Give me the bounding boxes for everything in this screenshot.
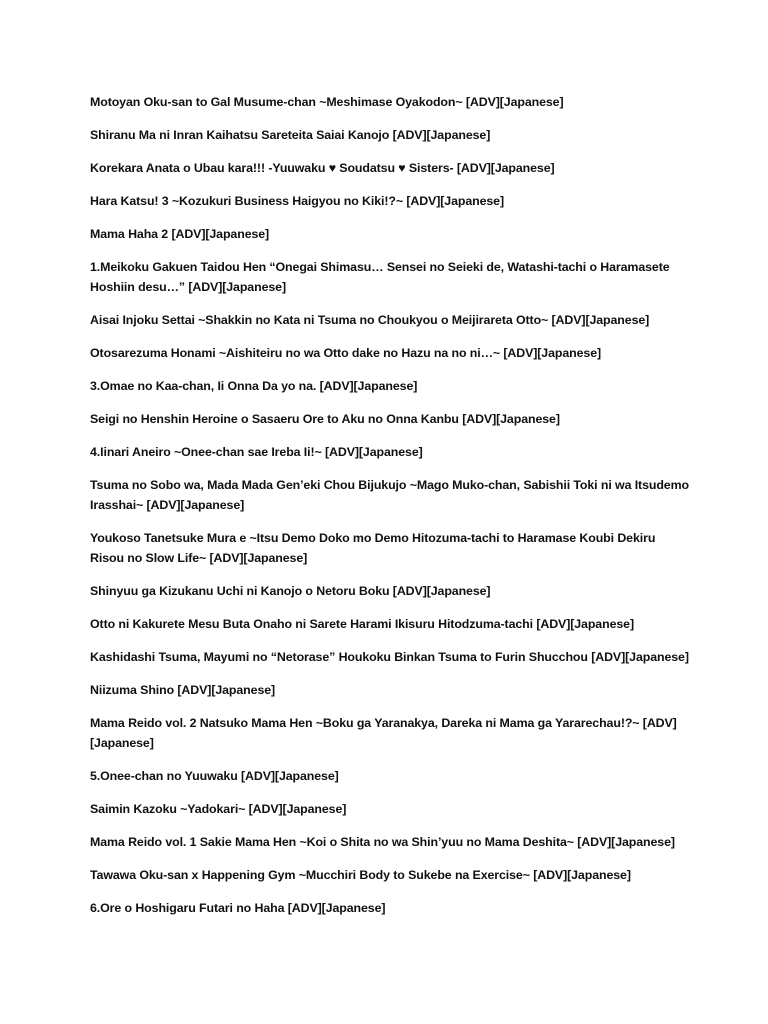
list-item: Korekara Anata o Ubau kara!!! -Yuuwaku ♥ Soudatsu ♥ Sisters- [ADV][Japanese] (90, 161, 555, 175)
list-item: 6.Ore o Hoshigaru Futari no Haha [ADV][Japanese] (90, 901, 386, 915)
list-item: Mama Haha 2 [ADV][Japanese] (90, 227, 270, 241)
list-item: 5.Onee-chan no Yuuwaku [ADV][Japanese] (90, 769, 339, 783)
list-item: 4.Iinari Aneiro ~Onee-chan sae Ireba Ii!~ [ADV][Japanese] (90, 445, 423, 459)
list-item: Tsuma no Sobo wa, Mada Mada Gen’eki Chou Bijukujo ~Mago Muko-chan, Sabishii Toki ni wa Itsudemo Irasshai~ [ADV][Japanese] (90, 478, 689, 512)
list-item: Shinyuu ga Kizukanu Uchi ni Kanojo o Netoru Boku [ADV][Japanese] (90, 584, 491, 598)
list-item: Otto ni Kakurete Mesu Buta Onaho ni Sarete Harami Ikisuru Hitodzuma-tachi [ADV][Japanese] (90, 617, 634, 631)
list-item: Niizuma Shino [ADV][Japanese] (90, 683, 276, 697)
list-item: Kashidashi Tsuma, Mayumi no “Netorase” Houkoku Binkan Tsuma to Furin Shucchou [ADV][Japanese] (90, 650, 689, 664)
list-item: Otosarezuma Honami ~Aishiteiru no wa Otto dake no Hazu na no ni…~ [ADV][Japanese] (90, 346, 602, 360)
list-item: Saimin Kazoku ~Yadokari~ [ADV][Japanese] (90, 802, 347, 816)
list-item: 1.Meikoku Gakuen Taidou Hen “Onegai Shimasu… Sensei no Seieki de, Watashi-tachi o Haramasete Hoshiin desu…” [ADV][Japanese] (90, 260, 670, 294)
list-item: Seigi no Henshin Heroine o Sasaeru Ore to Aku no Onna Kanbu [ADV][Japanese] (90, 412, 560, 426)
list-item: 3.Omae no Kaa-chan, Ii Onna Da yo na. [ADV][Japanese] (90, 379, 418, 393)
list-item: Mama Reido vol. 1 Sakie Mama Hen ~Koi o Shita no wa Shin’yuu no Mama Deshita~ [ADV][Japanese] (90, 835, 675, 849)
list-item: Shiranu Ma ni Inran Kaihatsu Sareteita Saiai Kanojo [ADV][Japanese] (90, 128, 491, 142)
list-item: Aisai Injoku Settai ~Shakkin no Kata ni Tsuma no Choukyou o Meijirareta Otto~ [ADV][Japanese] (90, 313, 650, 327)
list-item: Motoyan Oku-san to Gal Musume-chan ~Meshimase Oyakodon~ [ADV][Japanese] (90, 95, 564, 109)
list-item: Youkoso Tanetsuke Mura e ~Itsu Demo Doko mo Demo Hitozuma-tachi to Haramase Koubi Dekiru Risou no Slow Life~ [ADV][Japanese] (90, 531, 656, 565)
title-list (90, 92, 690, 931)
list-item: Mama Reido vol. 2 Natsuko Mama Hen ~Boku ga Yaranakya, Dareka ni Mama ga Yararechau!?~ [ADV][Japanese] (90, 716, 677, 750)
list-item: Tawawa Oku-san x Happening Gym ~Mucchiri Body to Sukebe na Exercise~ [ADV][Japanese] (90, 868, 631, 882)
list-item: Hara Katsu! 3 ~Kozukuri Business Haigyou no Kiki!?~ [ADV][Japanese] (90, 194, 504, 208)
